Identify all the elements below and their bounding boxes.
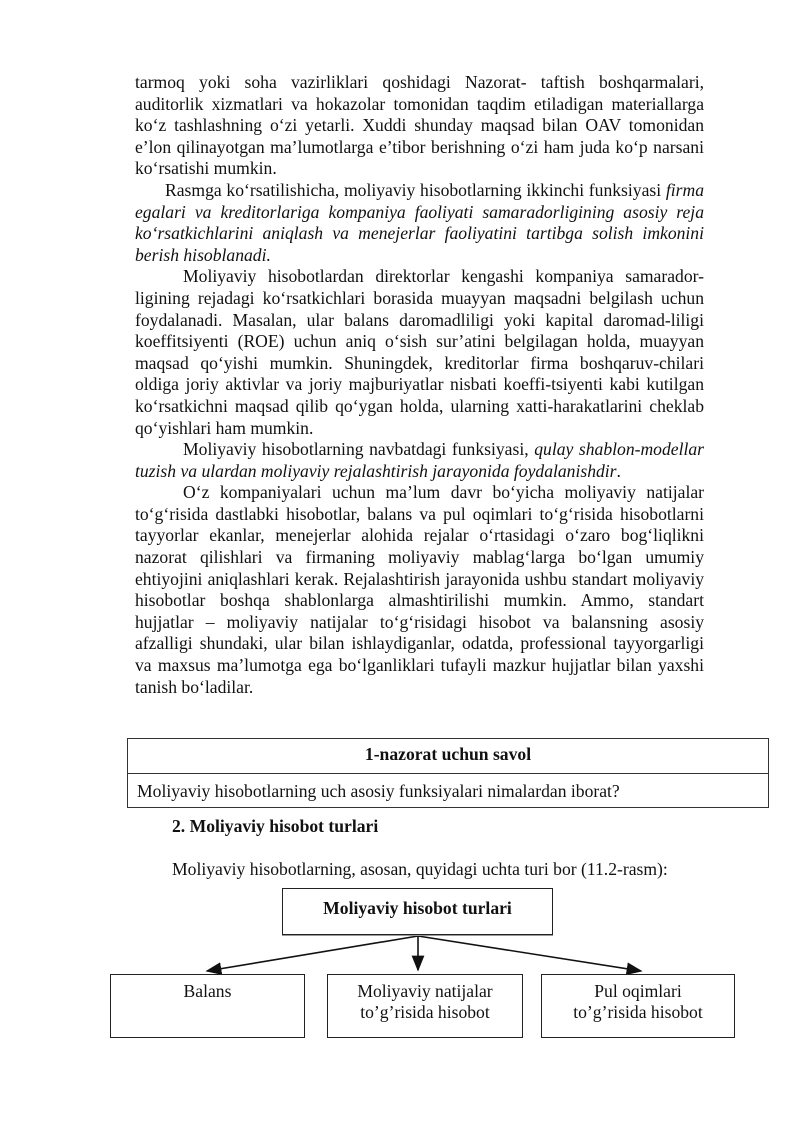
control-question-text: Moliyaviy hisobotlarning uch asosiy funksiyalari nimalardan iborat? [137, 781, 620, 801]
diagram-root-box: Moliyaviy hisobot turlari [282, 888, 553, 935]
paragraph-1: tarmoq yoki soha vazirliklari qoshidagi Nazorat- taftish boshqarmalari, auditorlik xizmatlari va hokazolar tomonidan taqdim etiladigan materiallarga ko‘z tashlashning o‘zi yetarli. Xuddi shunday maqsad bilan OAV tomonidan e’lon qilinayotgan ma’lumotlarga e’tibor berishning o‘zi ham juda ko‘p narsani ko‘rsatishi mumkin. [135, 72, 704, 179]
paragraph-3: Moliyaviy hisobotlardan direktorlar kengashi kompaniya samarador-ligining rejadagi ko‘rsatkichlari borasida muayyan maqsadni belgilash uchun foydalanadi. Masalan, ular balans daromadliligi yoki kapital daromad-liligi koeffitsiyenti (ROE) uchun aniq o‘sish sur’atini belgilagan holda, muayyan maqsad qo‘yishi mumkin. Shuningdek, kreditorlar firma boshqaruv-chilari oldiga joriy aktivlar va joriy majburiyatlar nisbati koeffi-tsiyenti kabi kutilgan ko‘rsatkichni maqsad qilib qo‘ygan holda, ularning xatti-harakatlarini cheklab qo‘yishlari ham mumkin. [135, 266, 704, 438]
control-question-title: 1-nazorat uchun savol [128, 739, 768, 774]
paragraph-4-lead: Moliyaviy hisobotlarning navbatdagi funksiyasi, [183, 439, 535, 460]
connector-to-pul-oqimlari [418, 936, 641, 971]
diagram-box-label: Pul oqimlari [594, 981, 682, 1001]
paragraph-5: O‘z kompaniyalari uchun ma’lum davr bo‘yicha moliyaviy natijalar to‘g‘risida dastlabki hisobotlar, balans va pul oqimlari to‘g‘risida hisobotlarni tayyorlar ekanlar, menejerlar alohida rejalar o‘rtasidagi o‘zaro bog‘liqlikni nazorat qilishlari va firmaning moliyaviy mablag‘larga bo‘lgan umumiy ehtiyojini aniqlashlari kerak. Rejalashtirish jarayonida ushbu standart moliyaviy hisobotlar boshqa shablonlarga almashtirilishi mumkin. Ammo, standart hujjatlar – moliyaviy natijalar to‘g‘risidagi hisobot va balansning asosiy afzalligi shundaki, ular bilan ishlaydiganlar, odatda, professional tayyorgarligi va maxsus ma’lumotga ega bo‘lganliklari tufayli mazkur hujjatlar bilan yaxshi tanish bo‘ladilar. [135, 482, 704, 697]
paragraph-4-tail: . [616, 460, 621, 481]
paragraph-2-emphasis: firma egalari va kreditorlariga kompaniya faoliyati samaradorligining asosiy reja ko‘rsatkichlarini aniqlash va menejerlar faoliyatini tartibga solish imkonini berish hisoblanadi. [135, 179, 704, 265]
diagram-box-balans [110, 974, 305, 1038]
diagram-box-pul-oqimlari [541, 974, 735, 1038]
diagram-box-label: Balans [183, 981, 232, 1001]
paragraph-4-emphasis: qulay shablon-modellar tuzish va ulardan moliyaviy rejalashtirish jarayonida foydalanishdir [135, 439, 704, 481]
diagram-box-moliyaviy-natijalar [327, 974, 523, 1038]
section-heading: 2. Moliyaviy hisobot turlari [172, 816, 379, 836]
paragraph-2-lead: Rasmga ko‘rsatilishicha, moliyaviy hisobotlarning ikkinchi funksiyasi [165, 179, 666, 200]
diagram-box-label: Moliyaviy natijalar [357, 981, 493, 1001]
intro-line: Moliyaviy hisobotlarning, asosan, quyidagi uchta turi bor (11.2-rasm): [172, 859, 668, 879]
connector-to-balans [207, 936, 418, 971]
diagram-box-label-line2: to’g’risida hisobot [360, 1002, 490, 1022]
diagram-box-label-line2: to’g’risida hisobot [573, 1002, 703, 1022]
